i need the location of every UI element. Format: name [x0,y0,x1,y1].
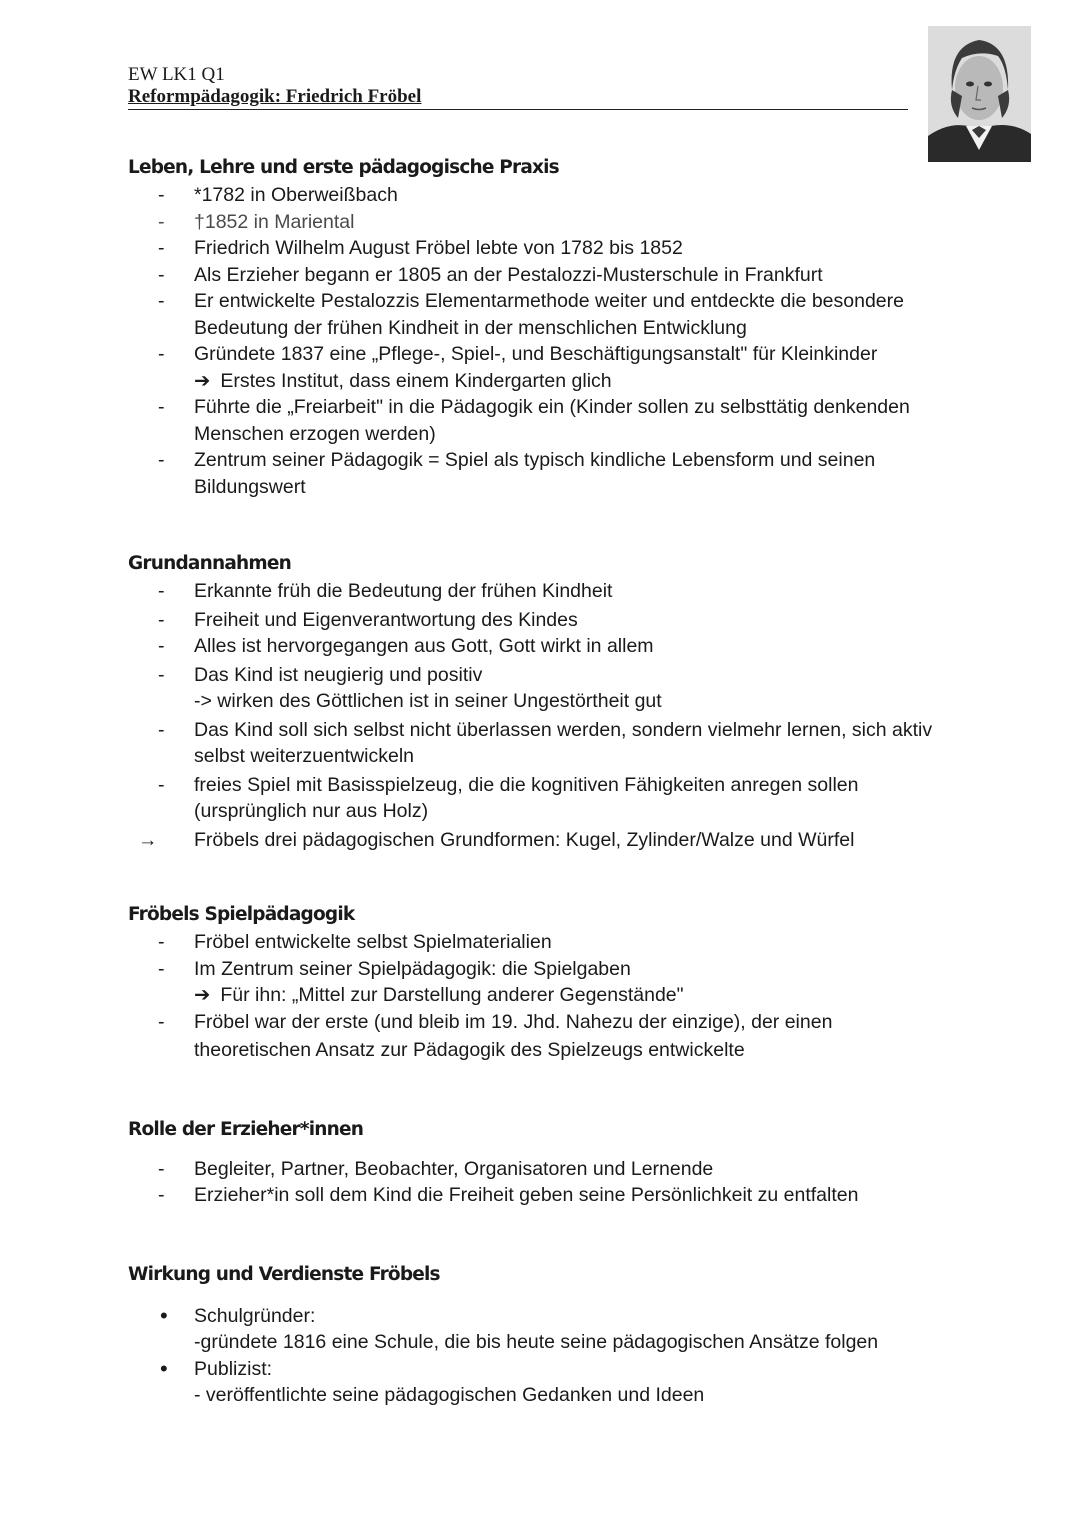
list-item [128,956,958,983]
list-item [128,1009,958,1036]
list-item-text: Als Erzieher begann er 1805 an der Pestalozzi-Musterschule in Frankfurt [194,263,823,286]
list-item [128,447,958,474]
dash-marker: - [158,343,165,365]
list-item-text: Das Kind soll sich selbst nicht überlassen werden, sondern vielmehr lernen, sich aktiv [194,718,933,741]
list-item-text: Fröbel war der erste (und bleib im 19. Jhd. Nahezu der einzige), der einen [194,1010,833,1033]
section-heading-grundannahmen: Grundannahmen [128,553,291,574]
section-heading-spielpaedagogik: Fröbels Spielpädagogik [128,904,355,925]
arrow-icon: ➔ [194,984,211,1006]
list-item-text: Im Zentrum seiner Spielpädagogik: die Spielgaben [194,957,631,980]
right-arrow-icon: → [138,828,158,851]
list-item [128,578,958,605]
section-heading-wirkung: Wirkung und Verdienste Fröbels [128,1263,440,1285]
dash-marker: - [158,449,165,471]
list-item-text: Erzieher*in soll dem Kind die Freiheit geben seine Persönlichkeit zu entfalten [194,1184,859,1206]
dash-marker: - [158,1010,165,1033]
list-item [128,235,958,262]
list-item [128,827,958,854]
list-item [128,288,958,315]
list-item [128,209,958,236]
list-item [128,1303,958,1330]
list-item-text: Publizist: [194,1357,273,1380]
dash-marker: - [158,263,165,286]
list-item-continuation: selbst weiterzuentwickeln [194,745,415,767]
list-item [128,772,958,799]
list-item-continuation: theoretischen Ansatz zur Pädagogik des Spielzeugs entwickelte [194,1039,745,1061]
list-item-text: Er entwickelte Pestalozzis Elementarmethode weiter und entdeckte die besondere [194,290,904,312]
header-course: EW LK1 Q1 [128,64,225,85]
dash-marker: - [158,635,165,657]
list-item [128,341,958,368]
list-item-text: Freiheit und Eigenverantwortung des Kindes [194,608,578,631]
sub-item-text: Erstes Institut, dass einem Kindergarten glich [220,369,612,392]
dash-marker: - [158,290,165,312]
list-item-continuation: -gründete 1816 eine Schule, die bis heute seine pädagogischen Ansätze folgen [194,1331,879,1353]
section-grundannahmen [128,550,958,853]
list-item-continuation: Bildungswert [194,475,306,498]
bullet-marker: • [160,1302,168,1328]
sub-item-text: Für ihn: „Mittel zur Darstellung anderer Gegenstände" [220,984,684,1006]
sub-item [128,982,958,1009]
portrait-image [928,26,1031,162]
list-item-text: Alles ist hervorgegangen aus Gott, Gott wirkt in allem [194,635,654,657]
document-title [128,86,908,110]
list-item-continuation: - veröffentlichte seine pädagogischen Gedanken und Ideen [194,1384,705,1406]
list-item [128,182,958,209]
list-item [128,633,958,660]
section-spielpaedagogik [128,901,958,1064]
list-item-text: Gründete 1837 eine „Pflege-, Spiel-, und Beschäftigungsanstalt" für Kleinkinder [194,343,878,365]
list-item [128,662,958,689]
list-item [128,607,958,634]
list-item-continuation: Bedeutung der frühen Kindheit in der menschlichen Entwicklung [194,316,747,339]
list-item-continuation: -> wirken des Göttlichen ist in seiner Ungestörtheit gut [194,690,662,712]
dash-marker: - [158,608,165,631]
list-item [128,394,958,421]
dash-marker: - [158,1184,165,1206]
dash-marker: - [158,718,165,741]
list-item-text: Fröbel entwickelte selbst Spielmaterialien [194,931,552,953]
list-item-continuation: (ursprünglich nur aus Holz) [194,800,429,822]
section-heading-rolle: Rolle der Erzieher*innen [128,1118,364,1140]
section-rolle [128,1116,958,1209]
list-item-text: Begleiter, Partner, Beobachter, Organisatoren und Lernende [194,1157,714,1180]
list-item-continuation: Menschen erzogen werden) [194,422,436,445]
list-item-text: *1782 in Oberweißbach [194,184,398,206]
dash-marker: - [158,957,165,980]
list-item-text: freies Spiel mit Basisspielzeug, die die kognitiven Fähigkeiten anregen sollen [194,773,859,796]
list-item [128,262,958,289]
list-item-text: †1852 in Mariental [194,210,355,233]
dash-marker: - [158,396,165,418]
list-item-text: Führte die „Freiarbeit" in die Pädagogik ein (Kinder sollen zu selbsttätig denkenden [194,396,910,418]
section-wirkung [128,1261,958,1409]
list-item [128,717,958,744]
sub-item [128,368,958,395]
list-item [128,1156,958,1183]
list-item-text: Schulgründer: [194,1304,316,1327]
document-title-text: Reformpädagogik: Friedrich Fröbel [128,86,422,107]
dash-marker: - [158,237,165,259]
list-item [128,929,958,956]
arrow-icon: ➔ [194,369,211,392]
dash-marker: - [158,663,165,686]
dash-marker: - [158,210,165,233]
dash-marker: - [158,1157,165,1180]
dash-marker: - [158,773,165,796]
list-item-text: Das Kind ist neugierig und positiv [194,663,483,686]
dash-marker: - [158,580,165,602]
list-item [128,1356,958,1383]
list-item-text: Fröbels drei pädagogischen Grundformen: Kugel, Zylinder/Walze und Würfel [194,828,855,851]
list-item-text: Friedrich Wilhelm August Fröbel lebte von 1782 bis 1852 [194,237,683,259]
bullet-marker: • [160,1355,168,1381]
section-heading-leben: Leben, Lehre und erste pädagogische Praxis [128,157,559,178]
dash-marker: - [158,931,165,953]
list-item [128,1182,958,1209]
list-item-text: Erkannte früh die Bedeutung der frühen Kindheit [194,580,613,602]
section-leben [128,154,958,500]
document-body [128,154,958,1409]
dash-marker: - [158,184,165,206]
list-item-text: Zentrum seiner Pädagogik = Spiel als typisch kindliche Lebensform und seinen [194,449,876,471]
